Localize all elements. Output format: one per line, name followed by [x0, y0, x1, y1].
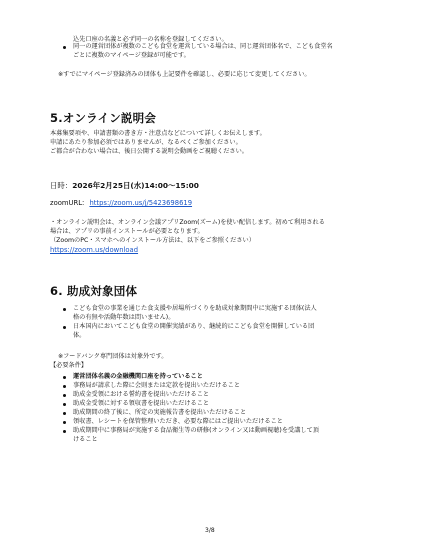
top-note: ※すでにマイページ登録済みの団体も上記要件を確認し、必要に応じて変更してください。	[58, 71, 311, 78]
bullet-dot	[63, 412, 66, 415]
eligible-bullet-1a: こども食堂の事業を通じた食支援や居場所づくりを助成対象期間中に実施する団体(法人	[73, 305, 317, 312]
top-bullet-2b: ごとに複数のマイページ登録が可能です。	[73, 52, 190, 59]
zoom-line	[50, 199, 192, 208]
section-5-p3: ご都合が合わない場合は、後日公開する説明会動画をご視聴ください。	[50, 148, 248, 155]
bullet-dot	[63, 394, 66, 397]
info-line-3: （ZoomのPC・スマホへのインストール方法は、以下をご参照ください）	[50, 237, 255, 244]
requirement-item: 助成金受領に対する領収書を提出いただけること	[73, 400, 210, 407]
section-5-p1: 本募集要項や、申請書類の書き方・注意点などについて詳しくお伝えします。	[50, 130, 266, 137]
section-5-p2: 申請にあたり参加必須ではありませんが、なるべくご参加ください。	[50, 139, 242, 146]
bullet-dot	[63, 376, 66, 379]
requirement-item: 事務局が請求した際に会則または定款を提出いただけること	[73, 382, 241, 389]
bullet-dot	[63, 308, 66, 311]
eligible-bullet-1b: 格の有無や活動年数は問いません)。	[73, 314, 175, 321]
requirements-label: 【必要条件】	[50, 362, 88, 369]
requirement-item-continuation: けること	[73, 436, 98, 443]
eligible-bullet-2a: 日本国内においてこども食堂の開催実績があり、継続的にこども食堂を開催している団	[73, 323, 315, 330]
requirement-item: 助成金受領における誓約書を提出いただけること	[73, 391, 210, 398]
bullet-dot	[63, 430, 66, 433]
requirement-item: 助成期間の終了後に、所定の実施報告書を提出いただけること	[73, 409, 247, 416]
date-value: 2026年2月25日(水)14:00～15:00	[72, 181, 199, 190]
zoom-url-link[interactable]: https://zoom.us/j/5423698619	[89, 199, 193, 207]
download-url-link[interactable]: https://zoom.us/download	[50, 246, 139, 254]
bullet-dot	[63, 385, 66, 388]
top-line-1: 込先口座の名義と必ず同一の名称を登録してください。	[73, 36, 228, 43]
info-line-2: 場合は、アプリの事前インストールが必要となります。	[50, 228, 204, 235]
top-bullet-2a: 同一の運営団体が複数のこども食堂を運営している場合は、同じ運営団体名で、こども食堂名	[73, 43, 333, 50]
section-6-heading: 6. 助成対象団体	[50, 284, 138, 298]
foodbank-note: ※フードバンク専門団体は対象外です。	[58, 353, 168, 360]
bullet-dot	[63, 403, 66, 406]
date-line	[50, 181, 199, 190]
zoom-label: zoomURL:	[50, 199, 85, 207]
bullet-dot	[63, 421, 66, 424]
eligible-bullet-2b: 体。	[73, 332, 86, 339]
requirement-item: 領収書、レシートを保管整理いただき、必要な際にはご提出いただけること	[73, 418, 283, 425]
date-label: 日時：	[50, 181, 73, 190]
requirement-item: 運営団体名義の金融機関口座を持っていること	[73, 373, 203, 380]
page-number: 3/8	[205, 527, 215, 534]
requirement-item: 助成期間中に事務局が実施する食品衛生等の研修(オンライン又は動画視聴)を受講して頂	[73, 427, 319, 434]
info-line-1: ・オンライン説明会は、オンライン会議アプリZoom(ズーム)を使い配信します。初めて利用される	[50, 219, 325, 226]
bullet-dot	[63, 46, 66, 49]
bullet-dot	[63, 326, 66, 329]
section-5-heading: 5.オンライン説明会	[50, 111, 157, 125]
